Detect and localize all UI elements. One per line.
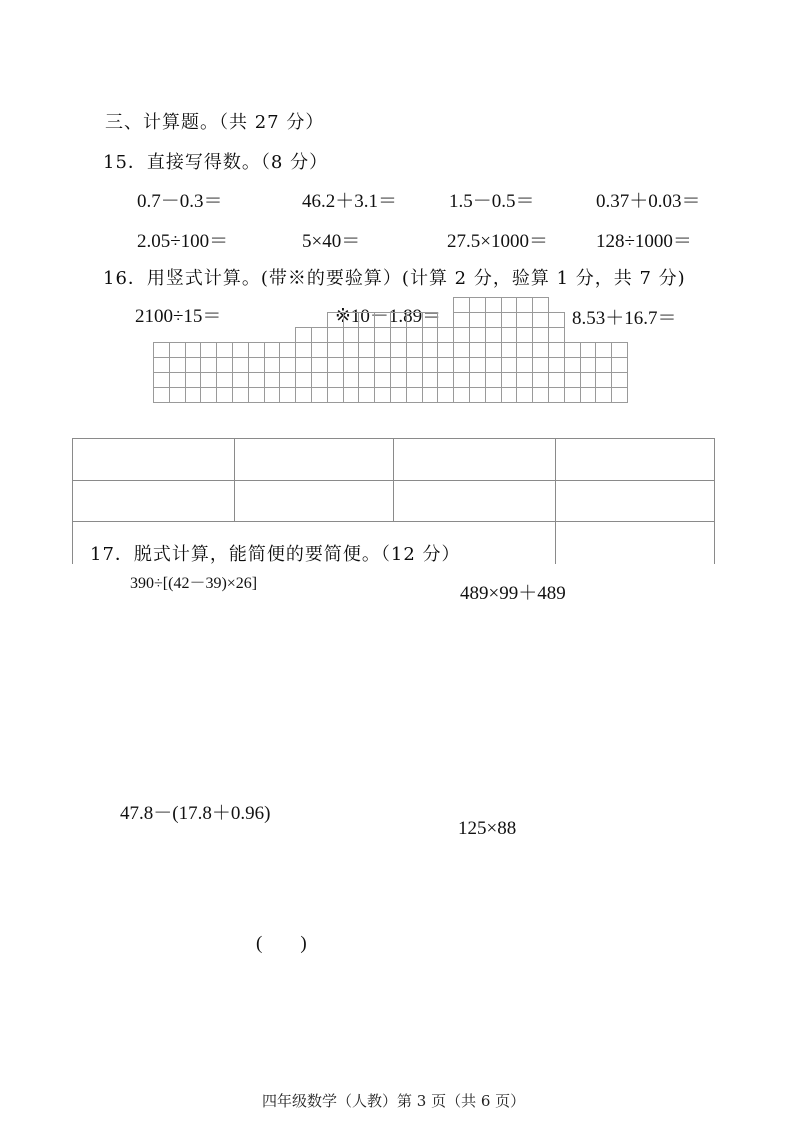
grid-cell	[548, 387, 565, 403]
grid-cell	[169, 357, 186, 373]
grid-cell	[611, 357, 628, 373]
grid-cell	[185, 357, 202, 373]
grid-cell	[343, 327, 360, 343]
grid-cell	[469, 327, 486, 343]
grid-cell	[185, 372, 202, 388]
grid-cell	[216, 357, 233, 373]
grid-cell	[564, 342, 581, 358]
grid-cell	[295, 357, 312, 373]
grid-cell	[437, 327, 454, 343]
grid-cell	[295, 342, 312, 358]
grid-cell	[532, 327, 549, 343]
grid-cell	[248, 342, 265, 358]
table-col-1	[72, 438, 73, 564]
grid-cell	[532, 297, 549, 313]
grid-cell	[358, 342, 375, 358]
grid-cell	[374, 312, 391, 328]
table-col-3	[393, 438, 394, 521]
grid-cell	[200, 372, 217, 388]
grid-cell	[406, 342, 423, 358]
grid-cell	[580, 342, 597, 358]
grid-cell	[422, 342, 439, 358]
grid-cell	[548, 342, 565, 358]
grid-cell	[501, 387, 518, 403]
answer-bracket: ( )	[256, 933, 307, 954]
q17-expr-2: 489×99＋489	[460, 583, 566, 604]
grid-cell	[564, 387, 581, 403]
grid-cell	[548, 327, 565, 343]
grid-cell	[485, 387, 502, 403]
grid-cell	[516, 327, 533, 343]
q16-title: 16．用竖式计算。(带※的要验算）(计算 2 分，验算 1 分，共 7 分)	[103, 268, 686, 289]
grid-cell	[232, 387, 249, 403]
grid-cell	[485, 342, 502, 358]
grid-cell	[358, 387, 375, 403]
q16-expr-2: ※10－1.89＝	[335, 306, 442, 327]
q15-expr-1: 0.7－0.3＝	[137, 191, 223, 212]
grid-cell	[422, 312, 439, 328]
grid-cell	[327, 342, 344, 358]
grid-cell	[485, 297, 502, 313]
grid-cell	[248, 372, 265, 388]
grid-cell	[153, 372, 170, 388]
grid-cell	[501, 357, 518, 373]
grid-cell	[532, 342, 549, 358]
grid-cell	[390, 312, 407, 328]
grid-cell	[406, 357, 423, 373]
grid-cell	[390, 357, 407, 373]
grid-cell	[437, 342, 454, 358]
q17-title: 17．脱式计算，能简便的要简便。（12 分）	[90, 540, 467, 566]
grid-cell	[485, 312, 502, 328]
grid-cell	[453, 357, 470, 373]
grid-cell	[343, 387, 360, 403]
grid-cell	[185, 342, 202, 358]
grid-cell	[469, 372, 486, 388]
grid-cell	[311, 327, 328, 343]
grid-cell	[153, 342, 170, 358]
q15-expr-5: 2.05÷100＝	[137, 231, 229, 252]
grid-cell	[469, 387, 486, 403]
grid-cell	[485, 357, 502, 373]
q15-expr-8: 128÷1000＝	[596, 231, 692, 252]
section-title: 三、计算题。（共 27 分）	[105, 112, 325, 133]
grid-cell	[516, 342, 533, 358]
grid-cell	[295, 372, 312, 388]
grid-cell	[516, 372, 533, 388]
grid-cell	[453, 387, 470, 403]
grid-cell	[532, 357, 549, 373]
grid-cell	[406, 312, 423, 328]
q15-expr-3: 1.5－0.5＝	[449, 191, 535, 212]
grid-cell	[358, 312, 375, 328]
table-col-2	[234, 438, 235, 521]
grid-cell	[343, 372, 360, 388]
grid-cell	[279, 372, 296, 388]
grid-cell	[327, 387, 344, 403]
grid-cell	[232, 342, 249, 358]
grid-cell	[200, 342, 217, 358]
grid-cell	[279, 342, 296, 358]
grid-cell	[548, 357, 565, 373]
grid-cell	[216, 387, 233, 403]
grid-cell	[295, 327, 312, 343]
q17-expr-1: 390÷[(42－39)×26]	[130, 575, 258, 592]
grid-cell	[611, 342, 628, 358]
grid-cell	[311, 357, 328, 373]
grid-cell	[279, 357, 296, 373]
grid-cell	[311, 342, 328, 358]
grid-cell	[595, 342, 612, 358]
grid-cell	[264, 342, 281, 358]
q16-expr-3: 8.53＋16.7＝	[572, 308, 677, 329]
grid-cell	[469, 297, 486, 313]
grid-cell	[311, 372, 328, 388]
grid-cell	[327, 372, 344, 388]
grid-cell	[422, 357, 439, 373]
grid-cell	[358, 372, 375, 388]
grid-cell	[327, 312, 344, 328]
grid-cell	[595, 357, 612, 373]
grid-cell	[248, 357, 265, 373]
q15-expr-2: 46.2＋3.1＝	[302, 191, 398, 212]
grid-cell	[564, 357, 581, 373]
grid-cell	[422, 327, 439, 343]
grid-cell	[153, 357, 170, 373]
grid-cell	[343, 312, 360, 328]
grid-cell	[548, 372, 565, 388]
grid-cell	[327, 357, 344, 373]
grid-cell	[374, 357, 391, 373]
grid-cell	[516, 312, 533, 328]
grid-cell	[516, 297, 533, 313]
grid-cell	[406, 387, 423, 403]
page-footer: 四年级数学（人教）第 3 页（共 6 页）	[262, 1092, 526, 1110]
table-col-4	[555, 438, 556, 564]
grid-cell	[453, 297, 470, 313]
grid-cell	[564, 372, 581, 388]
grid-cell	[611, 387, 628, 403]
grid-cell	[595, 387, 612, 403]
grid-cell	[532, 372, 549, 388]
grid-cell	[343, 357, 360, 373]
grid-cell	[232, 372, 249, 388]
grid-cell	[453, 327, 470, 343]
grid-cell	[374, 342, 391, 358]
q15-title: 15．直接写得数。（8 分）	[103, 152, 329, 173]
grid-cell	[611, 372, 628, 388]
grid-cell	[453, 312, 470, 328]
grid-cell	[374, 372, 391, 388]
q15-expr-6: 5×40＝	[302, 231, 361, 252]
q16-expr-1: 2100÷15＝	[135, 306, 222, 327]
grid-cell	[485, 327, 502, 343]
grid-cell	[200, 357, 217, 373]
grid-cell	[580, 357, 597, 373]
grid-cell	[437, 357, 454, 373]
grid-cell	[532, 387, 549, 403]
grid-cell	[248, 387, 265, 403]
grid-cell	[453, 372, 470, 388]
grid-cell	[453, 342, 470, 358]
grid-cell	[374, 387, 391, 403]
grid-cell	[501, 297, 518, 313]
q17-expr-4: 125×88	[458, 818, 517, 839]
grid-cell	[169, 387, 186, 403]
grid-cell	[390, 327, 407, 343]
grid-cell	[501, 342, 518, 358]
grid-cell	[200, 387, 217, 403]
grid-cell	[580, 372, 597, 388]
grid-cell	[532, 312, 549, 328]
grid-cell	[358, 357, 375, 373]
grid-cell	[390, 342, 407, 358]
grid-cell	[595, 372, 612, 388]
grid-cell	[185, 387, 202, 403]
grid-cell	[327, 327, 344, 343]
grid-cell	[422, 387, 439, 403]
grid-cell	[279, 387, 296, 403]
grid-cell	[390, 372, 407, 388]
grid-cell	[422, 372, 439, 388]
grid-cell	[343, 342, 360, 358]
grid-cell	[406, 327, 423, 343]
grid-cell	[501, 312, 518, 328]
grid-cell	[485, 372, 502, 388]
q15-expr-4: 0.37＋0.03＝	[596, 191, 701, 212]
grid-cell	[311, 387, 328, 403]
grid-cell	[358, 327, 375, 343]
grid-cell	[374, 327, 391, 343]
grid-cell	[390, 387, 407, 403]
grid-cell	[264, 357, 281, 373]
grid-cell	[469, 342, 486, 358]
grid-cell	[232, 357, 249, 373]
grid-cell	[501, 372, 518, 388]
grid-cell	[469, 312, 486, 328]
grid-cell	[516, 357, 533, 373]
grid-cell	[216, 342, 233, 358]
grid-cell	[169, 342, 186, 358]
grid-cell	[169, 372, 186, 388]
table-col-5	[714, 438, 715, 564]
grid-cell	[406, 372, 423, 388]
grid-cell	[295, 387, 312, 403]
grid-cell	[501, 327, 518, 343]
grid-cell	[580, 387, 597, 403]
grid-cell	[548, 312, 565, 328]
grid-cell	[437, 372, 454, 388]
q15-expr-7: 27.5×1000＝	[447, 231, 548, 252]
grid-cell	[469, 357, 486, 373]
grid-cell	[264, 372, 281, 388]
q17-expr-3: 47.8－(17.8＋0.96)	[120, 803, 271, 824]
table-rule-bottom	[72, 521, 714, 522]
grid-cell	[216, 372, 233, 388]
grid-cell	[153, 387, 170, 403]
grid-cell	[264, 387, 281, 403]
grid-cell	[437, 387, 454, 403]
grid-cell	[516, 387, 533, 403]
